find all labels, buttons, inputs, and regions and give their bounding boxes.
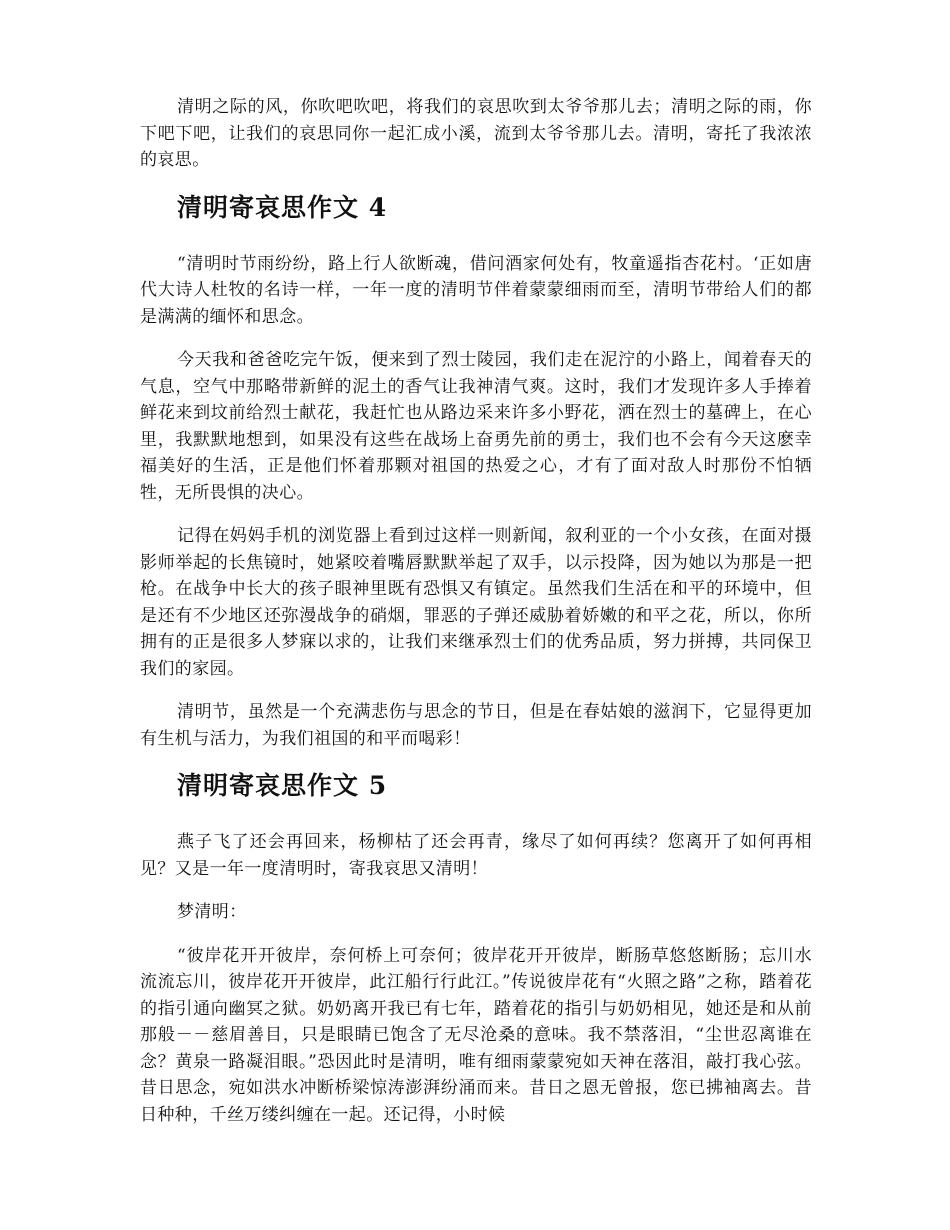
paragraph: “彼岸花开开彼岸，奈何桥上可奈何；彼岸花开开彼岸，断肠草悠悠断肠；忘川水流流忘川，彼岸花开开彼岸，此江船行行此江。”传说彼岸花有“火照之路”之称，踏着花的指引通向幽冥之狱。奶奶离开我已有七年，踏着花的指引与奶奶相见，她还是和从前那般－－慈眉善目，只是眼睛已饱含了无尽沧桑的意味。我不禁落泪，“尘世忍离谁在念？黄泉一路凝泪眼。”恐因此时是清明，唯有细雨蒙蒙宛如天神在落泪，敲打我心弦。昔日思念，宛如洪水冲断桥梁惊涛澎湃纷涌而来。昔日之恩无曾报，您已拂袖离去。昔日种种，千丝万缕纠缠在一起。还记得，小时候 [140, 945, 812, 1125]
document-body [140, 94, 812, 1145]
section-heading-5: 清明寄哀思作文 5 [177, 771, 388, 800]
paragraph: 清明之际的风，你吹吧吹吧，将我们的哀思吹到太爷爷那儿去；清明之际的雨，你下吧下吧，让我们的哀思同你一起汇成小溪，流到太爷爷那儿去。清明，寄托了我浓浓的哀思。 [140, 97, 812, 170]
paragraph: 今天我和爸爸吃完午饭，便来到了烈士陵园，我们走在泥泞的小路上，闻着春天的气息，空气中那略带新鲜的泥土的香气让我神清气爽。这时，我们才发现许多人手捧着鲜花来到坟前给烈士献花，我赶忙也从路边采来许多小野花，洒在烈士的墓碑上，在心里，我默默地想到，如果没有这些在战场上奋勇先前的勇士，我们也不会有今天这麽幸福美好的生活，正是他们怀着那颗对祖国的热爱之心，才有了面对敌人时那份不怕牺牲，无所畏惧的决心。 [140, 350, 812, 503]
paragraph: 梦清明： [177, 902, 247, 922]
paragraph: 燕子飞了还会再回来，杨柳枯了还会再青，缘尽了如何再续？您离开了如何再相见？又是一年一度清明时，寄我哀思又清明！ [140, 832, 812, 879]
section-heading-4: 清明寄哀思作文 4 [177, 192, 388, 222]
paragraph: 清明节，虽然是一个充满悲伤与思念的节日，但是在春姑娘的滋润下，它显得更加有生机与活力，为我们祖国的和平而喝彩！ [140, 702, 812, 749]
paragraph: 记得在妈妈手机的浏览器上看到过这样一则新闻，叙利亚的一个小女孩，在面对摄影师举起的长焦镜时，她紧咬着嘴唇默默举起了双手，以示投降，因为她以为那是一把枪。在战争中长大的孩子眼神里既有恐惧又有镇定。虽然我们生活在和平的环境中，但是还有不少地区还弥漫战争的硝烟，罪恶的子弹还威胁着娇嫩的和平之花，所以，你所拥有的正是很多人梦寐以求的，让我们来继承烈士们的优秀品质，努力拼搏，共同保卫我们的家园。 [140, 526, 812, 679]
paragraph: “清明时节雨纷纷，路上行人欲断魂，借问酒家何处有，牧童遥指杏花村。‘正如唐代大诗人杜牧的名诗一样，一年一度的清明节伴着蒙蒙细雨而至，清明节带给人们的都是满满的缅怀和思念。 [140, 253, 812, 327]
